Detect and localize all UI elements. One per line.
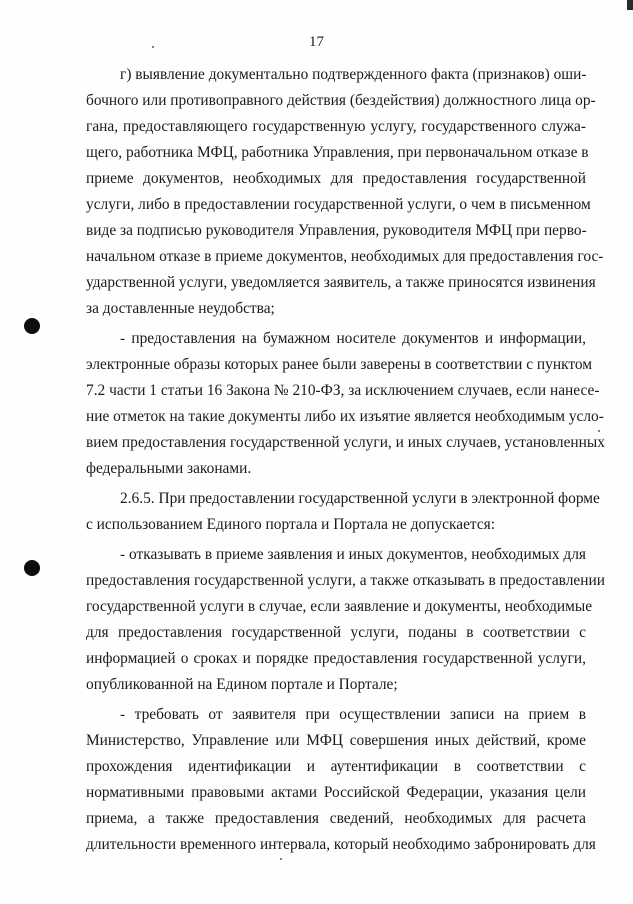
text-line: федеральными законами. xyxy=(86,460,252,477)
text-line: информацией о сроках и порядке предоставления государственной услуги, xyxy=(86,650,586,667)
text-line: 2.6.5. При предоставлении государственной услуги в электронной форме xyxy=(120,490,600,507)
text-line: государственной услуги в случае, если заявление и документы, необходимые xyxy=(86,598,593,615)
scan-speck xyxy=(152,46,154,48)
text-line: за доставленные неудобства; xyxy=(86,300,275,317)
page-number: 17 xyxy=(309,34,324,50)
binder-hole-mark xyxy=(24,318,40,334)
text-line: услуги, либо в предоставлении государственной услуги, о чем в письменном xyxy=(86,196,591,213)
text-line: гана, предоставляющего государственную услугу, государственного служа- xyxy=(86,118,586,135)
text-line: прохождения идентификации и аутентификации в соответствии с xyxy=(86,758,586,775)
text-line: - отказывать в приеме заявления и иных документов, необходимых для xyxy=(120,546,586,563)
text-line: электронные образы которых ранее были заверены в соответствии с пунктом xyxy=(86,356,593,373)
text-line: с использованием Единого портала и Портала не допускается: xyxy=(86,516,496,533)
text-line: опубликованной на Едином портале и Портале; xyxy=(86,676,398,693)
paragraph-require-actions xyxy=(86,702,596,858)
text-line: приеме документов, необходимых для предоставления государственной xyxy=(86,170,586,187)
text-line: щего, работника МФЦ, работника Управления, при первоначальном отказе в xyxy=(86,144,589,161)
text-line: виде за подписью руководителя Управления, руководителя МФЦ при перво- xyxy=(86,222,587,239)
text-line: предоставления государственной услуги, а также отказывать в предоставлении xyxy=(86,572,605,589)
text-line: - требовать от заявителя при осуществлении записи на прием в xyxy=(120,706,586,723)
text-line: ние отметок на такие документы либо их изъятие является необходимым усло- xyxy=(86,408,604,425)
text-line: для предоставления государственной услуги, поданы в соответствии с xyxy=(86,624,586,641)
text-line: нормативными правовыми актами Российской Федерации, указания цели xyxy=(86,784,586,801)
text-line: вием предоставления государственной услуги, и иных случаев, установленных xyxy=(86,434,605,451)
paragraph-paper-documents xyxy=(86,326,605,482)
paragraph-2-6-5 xyxy=(86,486,600,538)
text-line: - предоставления на бумажном носителе документов и информации, xyxy=(120,330,586,347)
paragraph-refuse-acceptance xyxy=(86,542,605,698)
text-line: Министерство, Управление или МФЦ совершения иных действий, кроме xyxy=(86,732,586,749)
text-line: г) выявление документально подтвержденного факта (признаков) оши- xyxy=(120,66,587,83)
scan-edge-mark xyxy=(627,0,633,10)
text-line: 7.2 части 1 статьи 16 Закона № 210-ФЗ, за исключением случаев, если нанесе- xyxy=(86,382,600,399)
text-line: длительности временного интервала, который необходимо забронировать для xyxy=(86,836,596,853)
scan-speck xyxy=(598,430,600,432)
binder-hole-mark xyxy=(24,560,40,576)
text-line: ударственной услуги, уведомляется заявитель, а также приносятся извинения xyxy=(86,274,596,291)
paragraph-g-item xyxy=(86,62,604,322)
text-line: приема, а также предоставления сведений, необходимых для расчета xyxy=(86,810,586,827)
scan-speck xyxy=(280,858,282,860)
body-text xyxy=(86,62,605,858)
text-line: бочного или противоправного действия (бездействия) должностного лица ор- xyxy=(86,92,596,109)
text-line: начальном отказе в приеме документов, необходимых для предоставления гос- xyxy=(86,248,604,265)
